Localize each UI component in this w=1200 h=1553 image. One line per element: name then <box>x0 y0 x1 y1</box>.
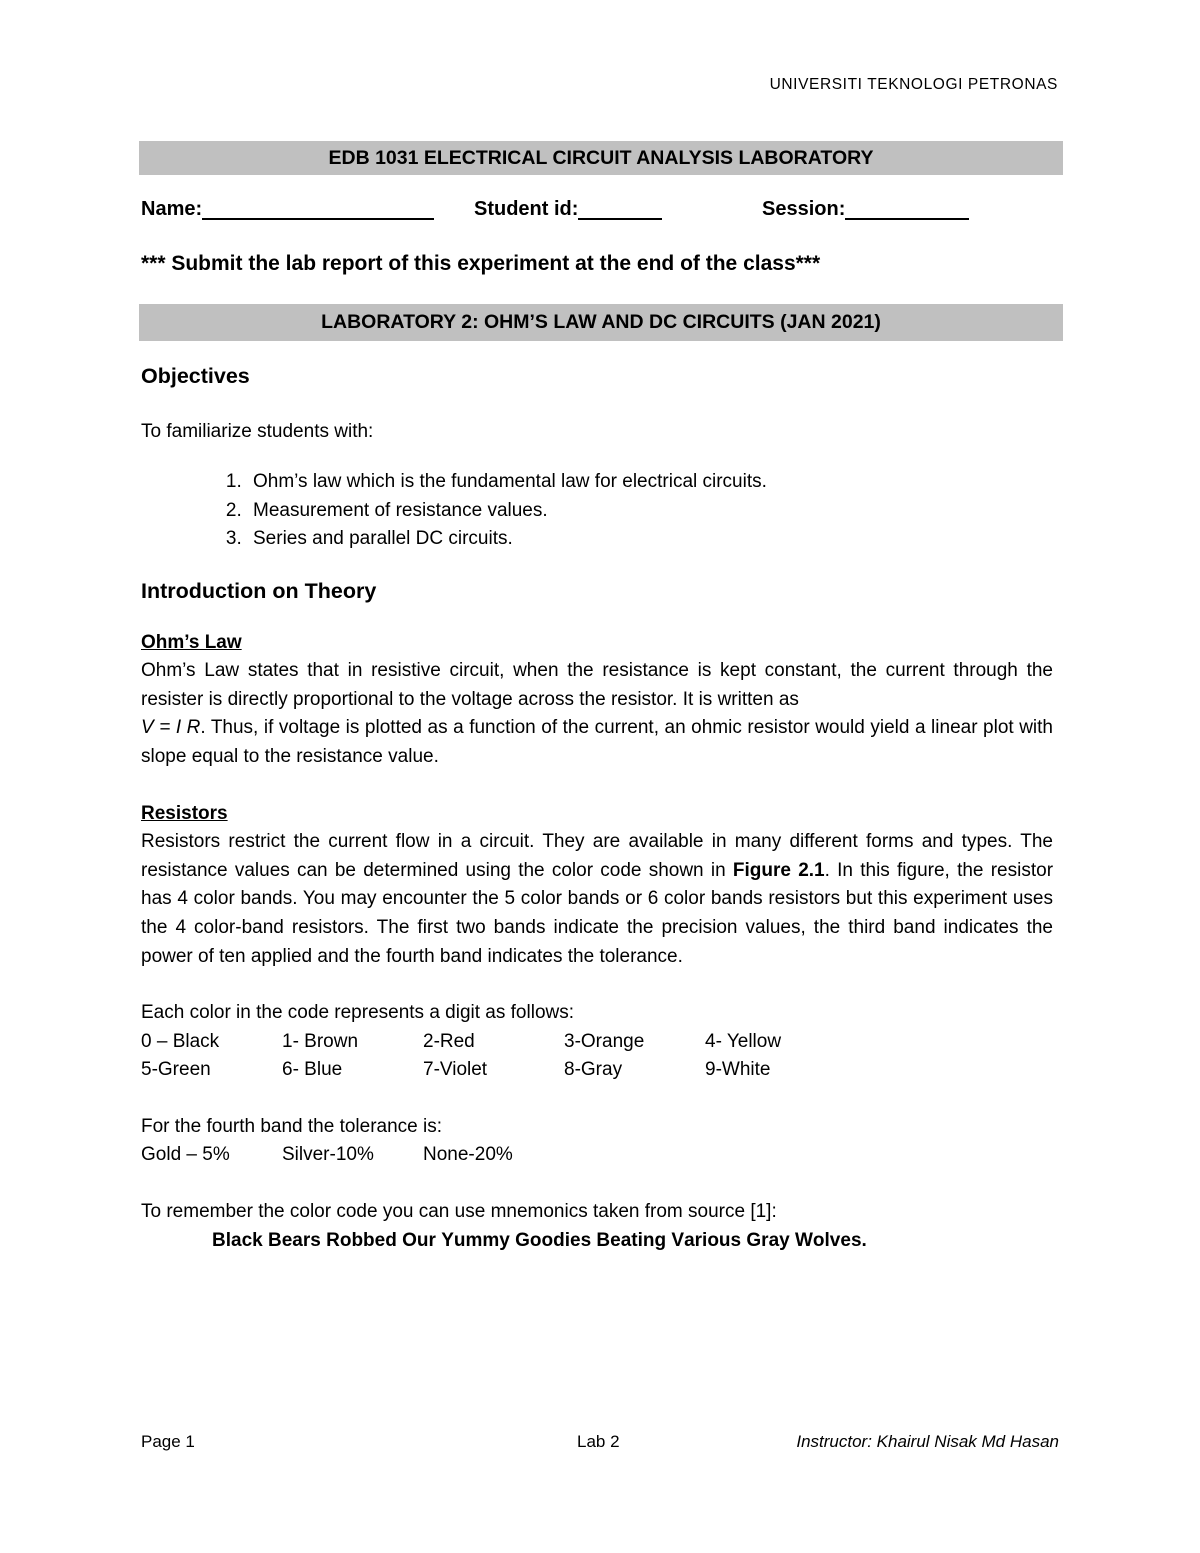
ohms-law-text-2: . Thus, if voltage is plotted as a function of the current, an ohmic resistor would yield a linear plot with slope equal to the resistance value. <box>141 717 1054 767</box>
color-code-item: 3-Orange <box>564 1030 645 1052</box>
mnemonic-word: Yummy <box>441 1229 516 1251</box>
color-code-item: 2-Red <box>423 1030 475 1052</box>
main-content <box>141 362 1053 1255</box>
color-code-intro: Each color in the code represents a digit as follows: <box>141 1002 575 1024</box>
tolerance-grid <box>141 1141 1053 1170</box>
session-blank <box>845 198 969 220</box>
theory-heading: Introduction on Theory <box>141 578 377 603</box>
resistors-paragraph <box>141 828 1053 971</box>
course-title-bar <box>139 141 1063 175</box>
figure-ref: Figure 2.1 <box>732 859 825 881</box>
color-code-item: 6- Blue <box>282 1059 343 1081</box>
objective-item: 1. Ohm’s law which is the fundamental law for electrical circuits. <box>247 468 1053 497</box>
resistors-text-2: . In this figure, the resistor has 4 color bands. You may encounter the 5 color bands or 6 color bands resistors but this experiment uses the 4 color-band resistors. The first two bands indicate the precision values, the third band indicates the power of ten applied and the fourth band indicates the tolerance. <box>141 859 1054 967</box>
university-header: UNIVERSITI TEKNOLOGI PETRONAS <box>769 76 1058 93</box>
mnemonic-word: Gray <box>746 1229 795 1251</box>
mnemonic-word: Goodies <box>515 1229 597 1251</box>
footer-lab: Lab 2 <box>577 1432 620 1451</box>
color-code-item: 1- Brown <box>282 1030 359 1052</box>
name-field <box>141 198 202 221</box>
color-code-item: 4- Yellow <box>705 1030 782 1052</box>
ohms-law-text-1: Ohm’s Law states that in resistive circuit, when the resistance is kept constant, the current through the resister is directly proportional to the voltage across the resistor. It is written as <box>141 660 1053 710</box>
mnemonic-word: Bears <box>268 1229 327 1251</box>
mnemonic-word: Our <box>402 1229 442 1251</box>
course-title: EDB 1031 ELECTRICAL CIRCUIT ANALYSIS LABORATORY <box>328 146 874 169</box>
resistors-heading: Resistors <box>141 802 228 824</box>
ohms-law-paragraph <box>141 657 1053 771</box>
color-code-item: 0 – Black <box>141 1030 220 1052</box>
session-field <box>762 198 845 221</box>
mnemonic-line <box>141 1227 1053 1256</box>
objective-item: 2. Measurement of resistance values. <box>247 497 1053 526</box>
tolerance-item: None-20% <box>423 1144 513 1166</box>
session-label: Session: <box>762 198 846 220</box>
color-code-item: 8-Gray <box>564 1059 623 1081</box>
objective-item: 3. Series and parallel DC circuits. <box>247 525 1053 554</box>
mnemonic-word: Wolves. <box>794 1229 867 1251</box>
objectives-intro: To familiarize students with: <box>141 420 374 442</box>
mnemonic-word: Beating <box>596 1229 672 1251</box>
lab-title-bar <box>139 304 1063 341</box>
ohms-formula: V = I R <box>141 717 201 739</box>
color-code-item: 9-White <box>705 1059 771 1081</box>
objectives-heading: Objectives <box>141 364 250 388</box>
tolerance-item: Gold – 5% <box>141 1144 230 1166</box>
student-id-field <box>474 198 578 221</box>
mnemonic-word: Various <box>671 1229 747 1251</box>
tolerance-item: Silver-10% <box>282 1144 374 1166</box>
submit-note: *** Submit the lab report of this experiment at the end of the class*** <box>141 252 821 275</box>
name-label: Name: <box>141 198 203 220</box>
mnemonic-intro: To remember the color code you can use mnemonics taken from source [1]: <box>141 1201 777 1223</box>
footer-page-number: Page 1 <box>141 1432 195 1451</box>
resistors-text-1: Resistors restrict the current flow in a circuit. They are available in many different forms and types. The resistance values can be determined using the color code shown in <box>141 831 1053 881</box>
tolerance-intro: For the fourth band the tolerance is: <box>141 1115 443 1137</box>
color-code-grid <box>141 1028 1053 1085</box>
objectives-list <box>141 468 1053 554</box>
color-code-item: 7-Violet <box>423 1059 488 1081</box>
lab-title: LABORATORY 2: OHM’S LAW AND DC CIRCUITS (JAN 2021) <box>321 311 881 333</box>
ohms-law-heading: Ohm’s Law <box>141 631 242 653</box>
mnemonic-word: Black <box>212 1229 268 1251</box>
mnemonic-word: Robbed <box>326 1229 403 1251</box>
student-id-blank <box>578 198 662 220</box>
color-code-item: 5-Green <box>141 1059 211 1081</box>
student-id-label: Student id: <box>474 198 579 220</box>
footer-instructor: Instructor: Khairul Nisak Md Hasan <box>796 1432 1059 1451</box>
name-blank <box>202 198 434 220</box>
